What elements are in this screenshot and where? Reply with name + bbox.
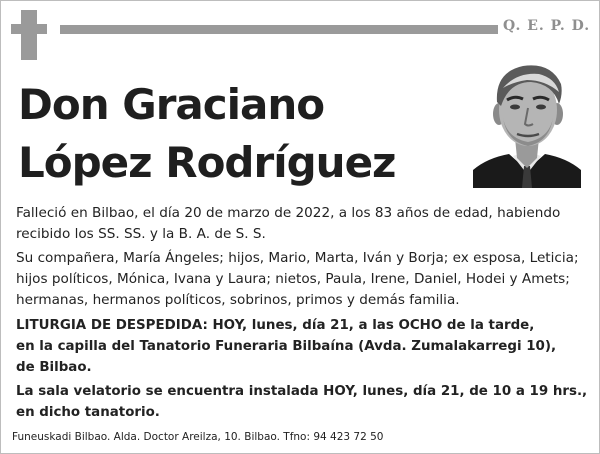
liturgy-line: de Bilbao. [16,360,92,375]
funeral-home-footer: Funeuskadi Bilbao. Alda. Doctor Areilza, 10. Bilbao. Tfno: 94 423 72 50 [12,431,384,443]
liturgy-line: LITURGIA DE DESPEDIDA: HOY, lunes, día 21, a las OCHO de la tarde, [16,318,535,333]
deceased-portrait [473,58,581,188]
cross-icon [21,10,37,60]
death-notice-paragraph: Falleció en Bilbao, el día 20 de marzo de 2022, a los 83 años de edad, habiendo recibido los SS. SS. y la B. A. de S. S. [16,205,561,242]
wake-paragraph [16,381,588,423]
deceased-name-line-2: López Rodríguez [18,138,396,187]
cross-icon-arm [11,24,47,34]
liturgy-paragraph [16,315,588,378]
qepd-label: Q. E. P. D. [503,18,591,34]
liturgy-line: en la capilla del Tanatorio Funeraria Bilbaína (Avda. Zumalakarregi 10), [16,339,557,354]
wake-line: en dicho tanatorio. [16,405,160,420]
wake-line: La sala velatorio se encuentra instalada HOY, lunes, día 21, de 10 a 19 hrs., [16,384,588,399]
deceased-name-line-1: Don Graciano [18,80,325,129]
header-rule [60,25,498,34]
family-paragraph: Su compañera, María Ángeles; hijos, Mario, Marta, Iván y Borja; ex esposa, Leticia; hijos políticos, Mónica, Ivana y Laura; nietos, Paula, Irene, Daniel, Hodei y Amets; hermanas, hermanos políticos, sobrinos, primos y demás familia. [16,250,579,308]
